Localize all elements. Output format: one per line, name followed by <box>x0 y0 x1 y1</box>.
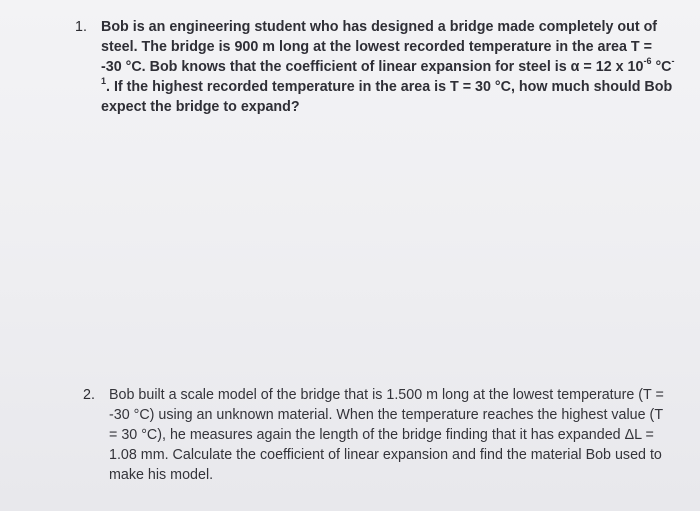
question-2-number: 2. <box>83 387 95 403</box>
question-1-exponent-2: -1 <box>101 56 675 87</box>
question-2 <box>83 385 668 485</box>
question-1-text-part-2: °C <box>651 59 672 75</box>
question-1-text-part-3: . If the highest recorded temperature in the area is T = 30 °C, how much should Bob expect the bridge to expand? <box>101 79 673 115</box>
question-1-text <box>101 17 675 117</box>
question-2-text: Bob built a scale model of the bridge that is 1.500 m long at the lowest temperature (T = -30 °C) using an unknown material. When the temperature reaches the highest value (T = 30 °C), he measures again the length of the bridge finding that it has expanded ΔL = 1.08 mm. Calculate the coefficient of linear expansion and find the material Bob used to make his model. <box>109 387 664 483</box>
question-1-number: 1. <box>75 19 87 35</box>
question-1 <box>75 17 675 117</box>
question-1-text-part-1: Bob is an engineering student who has designed a bridge made completely out of steel. The bridge is 900 m long at the lowest recorded temperature in the area T = -30 °C. Bob knows that the coefficient of linear expansion for steel is α = 12 x 10 <box>101 19 658 75</box>
question-1-exponent-1: -6 <box>643 56 652 67</box>
